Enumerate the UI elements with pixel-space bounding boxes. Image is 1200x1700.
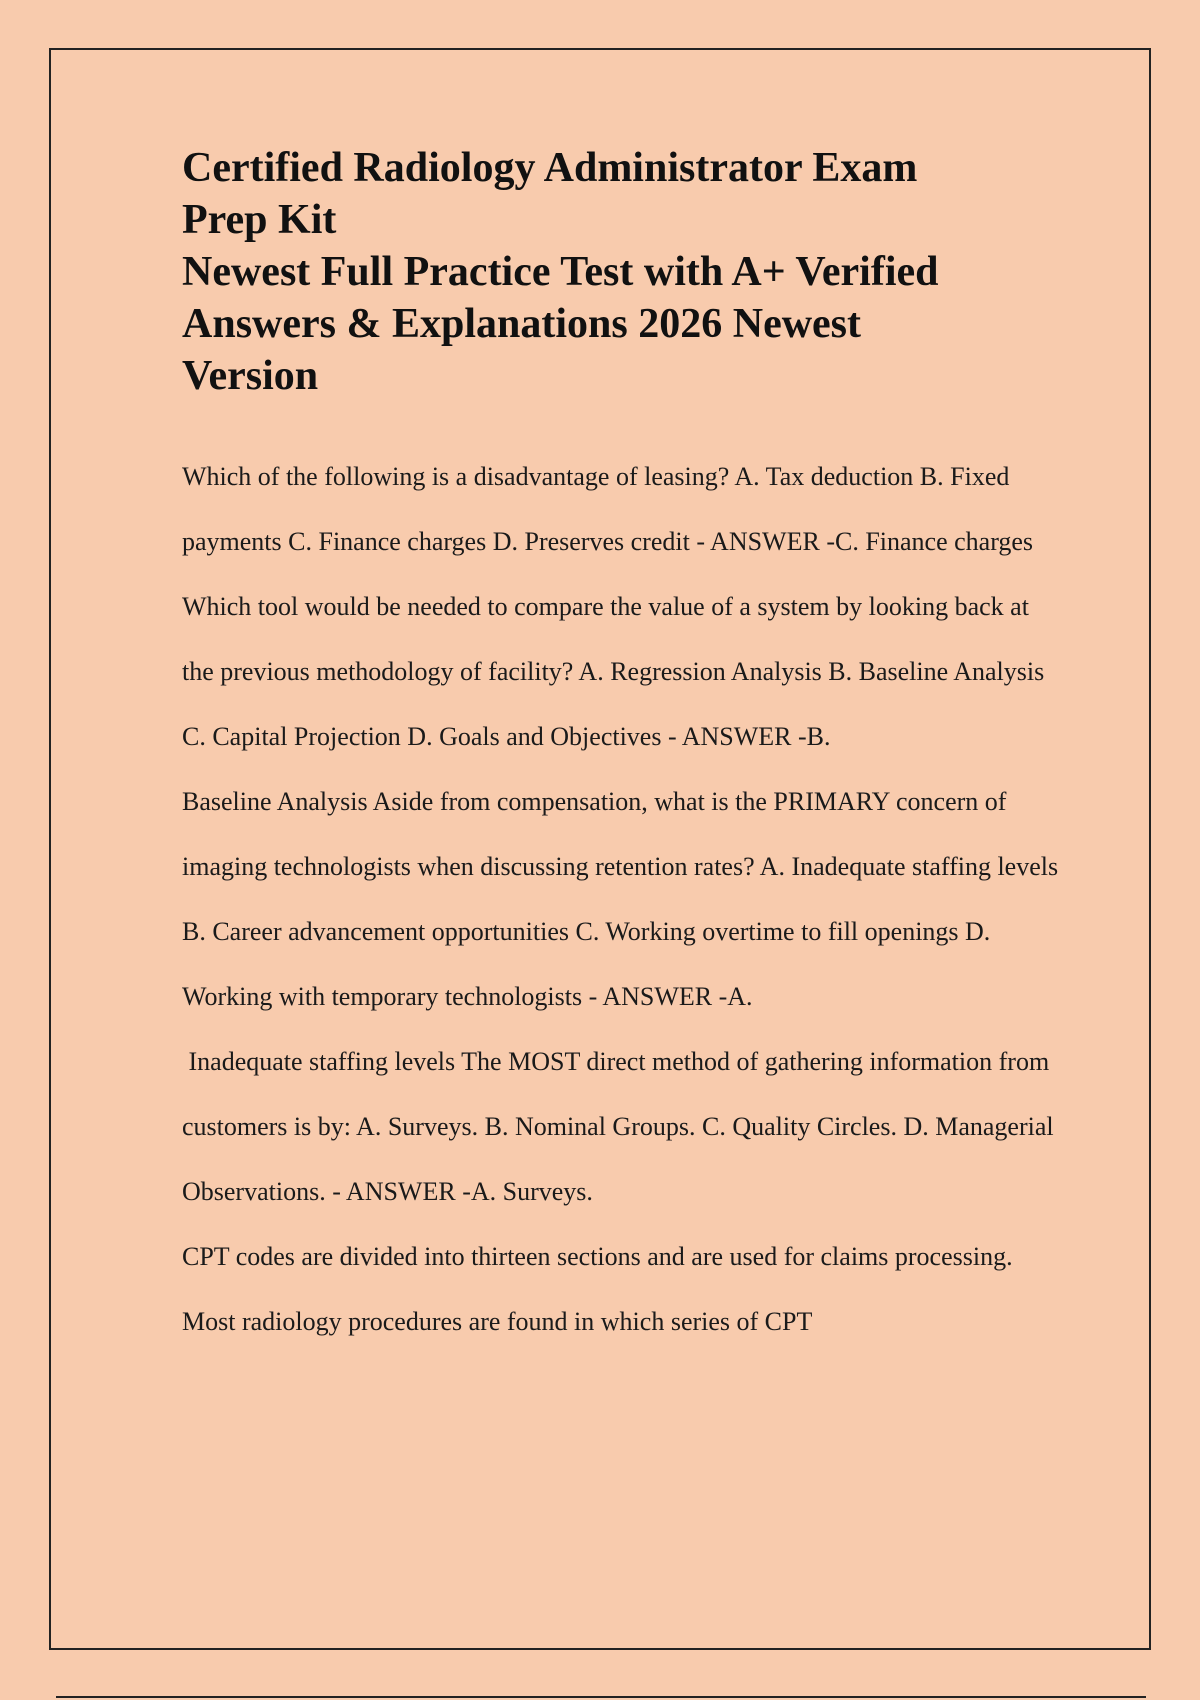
document-title (182, 142, 1062, 402)
title-line: Newest Full Practice Test with A+ Verified (182, 249, 939, 295)
question-list (182, 444, 1062, 1354)
title-line: Answers & Explanations 2026 Newest (182, 301, 862, 347)
title-line: Version (182, 353, 319, 399)
title-line: Certified Radiology Administrator Exam (182, 145, 918, 191)
question-paragraph: CPT codes are divided into thirteen sections and are used for claims processing. Most radiology procedures are found in which series of CPT (182, 1242, 1013, 1336)
question-paragraph: Inadequate staffing levels The MOST direct method of gathering information from customers is by: A. Surveys. B. Nominal Groups. C. Quality Circles. D. Managerial Observations. - ANSWER -A. Surveys. (182, 1047, 1061, 1206)
question-paragraph: Baseline Analysis Aside from compensation, what is the PRIMARY concern of imaging technologists when discussing retention rates? A. Inadequate staffing levels B. Career advancement opportunities C. Working overtime to fill openings D. Working with temporary technologists - ANSWER -A. (182, 787, 1059, 1011)
title-line: Prep Kit (182, 197, 337, 243)
next-page-top-rule (56, 1696, 1146, 1698)
question-paragraph: Which of the following is a disadvantage of leasing? A. Tax deduction B. Fixed payments C. Finance charges D. Preserves credit - ANSWER -C. Finance charges (182, 462, 1034, 556)
document-content (182, 142, 1062, 1354)
question-paragraph: Which tool would be needed to compare the value of a system by looking back at the previous methodology of facility? A. Regression Analysis B. Baseline Analysis C. Capital Projection D. Goals and Objectives - ANSWER -B. (182, 592, 1045, 751)
